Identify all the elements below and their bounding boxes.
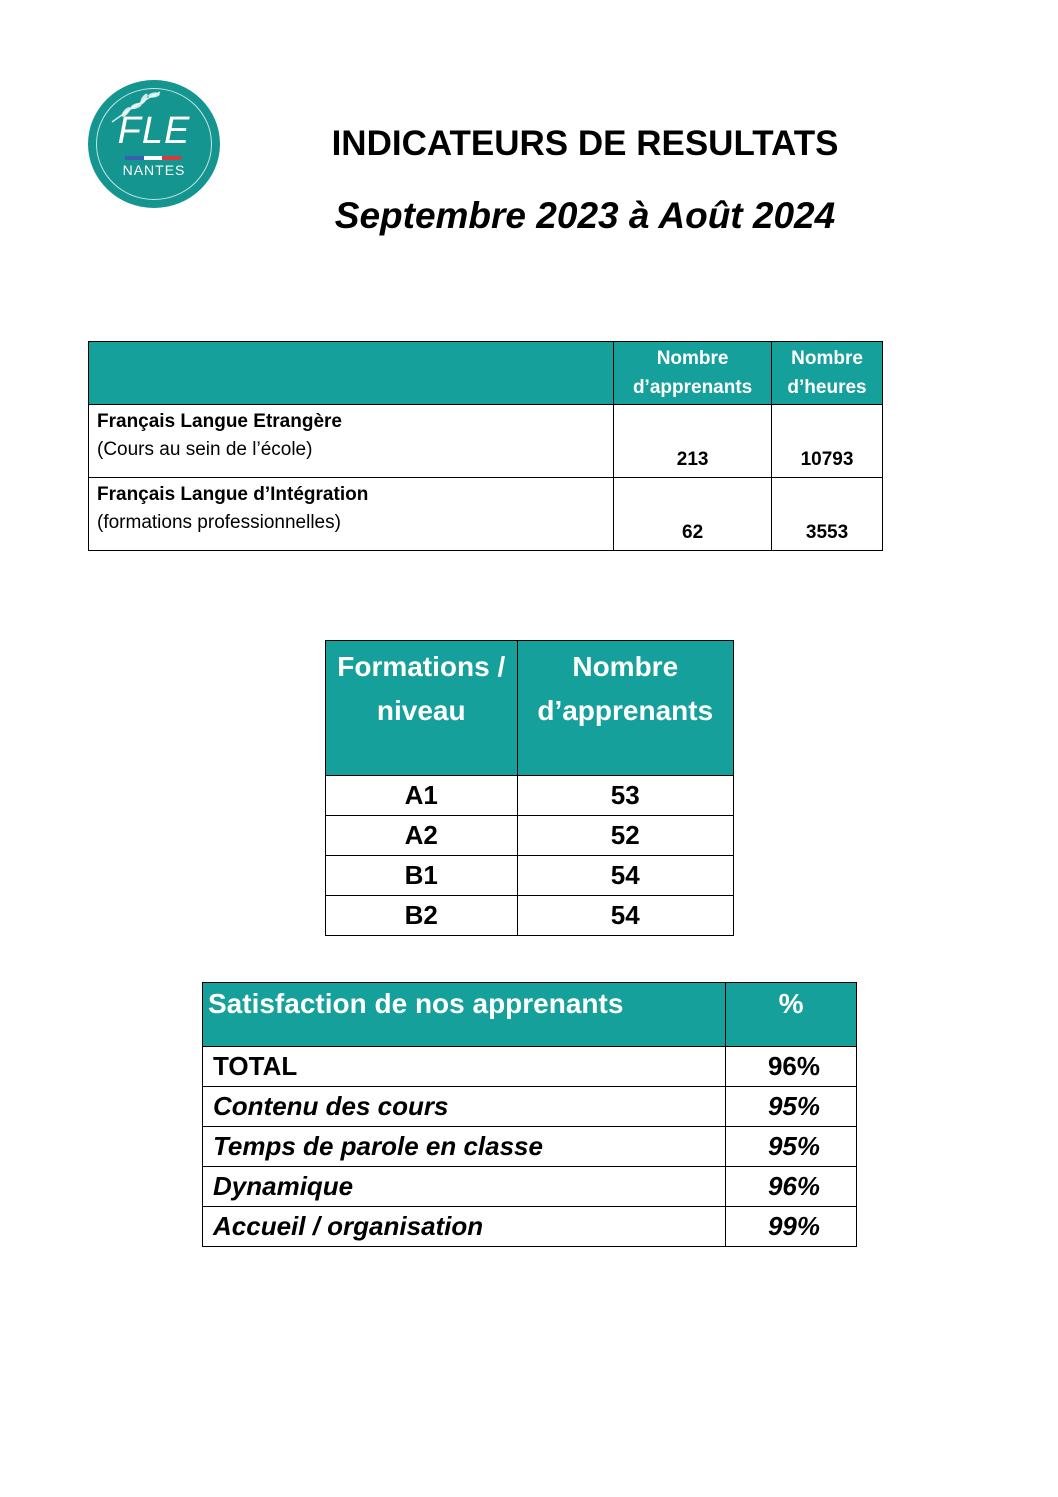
count-cell: 54	[517, 856, 734, 896]
table-row	[326, 776, 734, 816]
header-cell-percent: %	[726, 983, 857, 1047]
french-flag-stripe	[125, 156, 181, 160]
row-label-cell	[89, 405, 614, 478]
header-cell-apprenants: Nombre d’apprenants	[614, 342, 772, 405]
table-row	[89, 478, 883, 551]
row-label-cell	[89, 478, 614, 551]
level-cell: A2	[326, 816, 518, 856]
table-row	[89, 405, 883, 478]
satisfaction-label: Contenu des cours	[203, 1087, 726, 1127]
count-cell: 54	[517, 896, 734, 936]
header-cell-apprenants: Nombre d’apprenants	[517, 641, 734, 776]
table-row	[203, 1047, 857, 1087]
levels-table	[325, 640, 734, 936]
satisfaction-label: Dynamique	[203, 1167, 726, 1207]
header-cell-empty	[89, 342, 614, 405]
table-row	[203, 1207, 857, 1247]
satisfaction-value: 96%	[726, 1167, 857, 1207]
satisfaction-label: TOTAL	[203, 1047, 726, 1087]
table-row	[326, 856, 734, 896]
page-title: INDICATEURS DE RESULTATS	[331, 124, 839, 163]
heures-value: 3553	[772, 478, 883, 551]
header-cell-satisfaction: Satisfaction de nos apprenants	[203, 983, 726, 1047]
satisfaction-value: 95%	[726, 1127, 857, 1167]
overview-table	[88, 341, 883, 551]
header-cell-heures: Nombre d’heures	[772, 342, 883, 405]
apprenants-value: 62	[614, 478, 772, 551]
satisfaction-label: Accueil / organisation	[203, 1207, 726, 1247]
logo-subtext: NANTES	[122, 162, 186, 178]
table-row	[326, 816, 734, 856]
heures-value: 10793	[772, 405, 883, 478]
table-row	[203, 1127, 857, 1167]
satisfaction-table	[202, 982, 857, 1247]
table-header-row	[326, 641, 734, 776]
formation-name: Français Langue Etrangère	[97, 411, 342, 432]
count-cell: 53	[517, 776, 734, 816]
apprenants-value: 213	[614, 405, 772, 478]
header-cell-niveau: Formations / niveau	[326, 641, 518, 776]
count-cell: 52	[517, 816, 734, 856]
fle-nantes-logo	[88, 80, 220, 208]
formation-detail: (Cours au sein de l’école)	[97, 439, 313, 460]
table-row	[326, 896, 734, 936]
table-row	[203, 1087, 857, 1127]
level-cell: B2	[326, 896, 518, 936]
table-row	[203, 1167, 857, 1207]
formation-detail: (formations professionnelles)	[97, 512, 341, 533]
page-subtitle: Septembre 2023 à Août 2024	[334, 195, 836, 236]
formation-name: Français Langue d’Intégration	[97, 484, 369, 505]
table-header-row	[203, 983, 857, 1047]
level-cell: A1	[326, 776, 518, 816]
level-cell: B1	[326, 856, 518, 896]
satisfaction-value: 99%	[726, 1207, 857, 1247]
satisfaction-value: 96%	[726, 1047, 857, 1087]
table-header-row	[89, 342, 883, 405]
satisfaction-value: 95%	[726, 1087, 857, 1127]
logo-text: FLE	[117, 110, 191, 152]
satisfaction-label: Temps de parole en classe	[203, 1127, 726, 1167]
